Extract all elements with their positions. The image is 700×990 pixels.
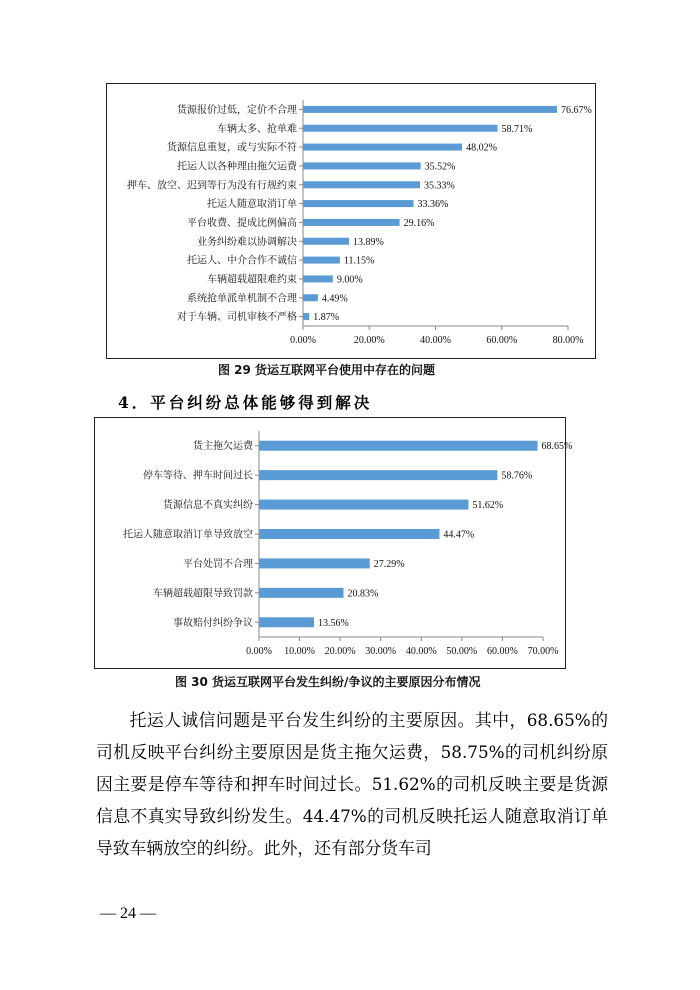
chart-disputes-bar — [259, 529, 439, 539]
chart-disputes-category-label: 货源信息不真实纠纷 — [163, 500, 253, 512]
chart-problems-value-label: 11.15% — [343, 255, 375, 267]
chart-problems-category-label: 平台收费、提成比例偏高 — [187, 217, 297, 229]
chart-problems-bar — [303, 257, 340, 264]
chart-disputes-bar — [259, 441, 538, 451]
chart-problems-category-label: 货源信息重复，或与实际不符 — [167, 142, 297, 154]
chart-disputes-x-tick-label: 20.00% — [324, 646, 356, 657]
chart-problems-value-label: 9.00% — [336, 274, 363, 286]
figure-30-caption: 图 30 货运互联网平台发生纠纷/争议的主要原因分布情况 — [175, 675, 481, 689]
chart-problems-value-label: 1.87% — [313, 312, 340, 324]
chart-disputes-x-tick-label: 60.00% — [487, 646, 518, 657]
chart-problems-value-label: 29.16% — [403, 217, 435, 229]
chart-problems-category-label: 托运人、中介合作不诚信 — [187, 255, 297, 267]
chart-problems-x-tick-label: 20.00% — [353, 335, 385, 346]
paragraph-text: 托运人诚信问题是平台发生纠纷的主要原因。其中，68.65%的司机反映平台纠纷主要原因是货主拖欠运费，58.75%的司机纠纷原因主要是停车等待和押车时间过长。51.62%的司机反映主要是货源信息不真实导致纠纷发生。44.47%的司机反映托运人随意取消订单导致车辆放空的纠纷。此外，还有部分货车司 — [96, 710, 608, 858]
chart-problems — [107, 84, 595, 358]
chart-disputes-bar — [259, 470, 497, 480]
chart-problems-category-label: 车辆超载超限难约束 — [207, 274, 297, 286]
chart-problems-value-label: 76.67% — [560, 104, 592, 116]
chart-problems-value-label: 58.71% — [501, 123, 533, 135]
chart-disputes-x-tick-label: 30.00% — [365, 646, 397, 657]
chart-disputes-value-label: 20.83% — [347, 588, 379, 600]
chart-disputes-value-label: 51.62% — [472, 500, 504, 512]
chart-disputes-category-label: 托运人随意取消订单导致放空 — [123, 529, 253, 541]
chart-problems-category-label: 对于车辆、司机审核不严格 — [177, 312, 297, 324]
chart-disputes-frame — [94, 417, 573, 669]
chart-problems-category-label: 押车、放空、迟到等行为没有行规约束 — [127, 180, 297, 192]
chart-problems-bar — [303, 125, 497, 132]
chart-problems-bar — [303, 106, 557, 113]
chart-problems-category-label: 货源报价过低，定价不合理 — [177, 104, 297, 116]
chart-problems-value-label: 33.36% — [417, 199, 449, 211]
chart-problems-frame — [106, 83, 596, 359]
body-paragraph — [96, 704, 608, 864]
chart-problems-bar — [303, 294, 318, 301]
chart-problems-bar — [303, 144, 462, 151]
page-number: — 24 — — [100, 905, 156, 922]
chart-problems-bar — [303, 238, 349, 245]
chart-disputes-x-tick-label: 50.00% — [446, 646, 478, 657]
chart-problems-bar — [303, 181, 420, 188]
chart-disputes-bar — [259, 617, 314, 627]
chart-disputes-category-label: 货主拖欠运费 — [193, 441, 253, 453]
chart-problems-x-tick-label: 80.00% — [552, 335, 584, 346]
chart-problems-bar — [303, 313, 309, 320]
chart-problems-category-label: 托运人以各种理由拖欠运费 — [177, 161, 297, 173]
chart-problems-value-label: 35.52% — [424, 161, 456, 173]
chart-disputes-x-tick-label: 40.00% — [405, 646, 437, 657]
chart-problems-category-label: 系统抢单派单机制不合理 — [187, 293, 297, 305]
chart-problems-category-label: 托运人随意取消订单 — [207, 199, 297, 211]
chart-problems-value-label: 35.33% — [424, 180, 455, 192]
chart-problems-value-label: 4.49% — [321, 293, 348, 305]
chart-disputes-value-label: 68.65% — [541, 441, 573, 453]
chart-problems-category-label: 业务纠纷难以协调解决 — [197, 236, 297, 248]
chart-problems-x-tick-label: 40.00% — [420, 335, 451, 346]
chart-disputes — [95, 418, 573, 668]
chart-disputes-category-label: 平台处罚不合理 — [183, 558, 253, 570]
figure-29-caption: 图 29 货运互联网平台使用中存在的问题 — [218, 363, 436, 377]
chart-problems-category-label: 车辆太多、抢单难 — [217, 123, 297, 135]
chart-problems-x-tick-label: 60.00% — [486, 335, 518, 346]
chart-problems-bar — [303, 162, 421, 169]
chart-problems-bar — [303, 200, 414, 207]
chart-problems-value-label: 13.89% — [353, 236, 384, 248]
chart-disputes-bar — [259, 500, 468, 510]
chart-problems-value-label: 48.02% — [466, 142, 497, 154]
chart-disputes-value-label: 27.29% — [373, 558, 405, 570]
chart-disputes-value-label: 58.76% — [501, 470, 533, 482]
section-heading: 4．平台纠纷总体能够得到解决 — [118, 393, 373, 412]
chart-problems-bar — [303, 275, 333, 282]
chart-disputes-bar — [259, 588, 344, 598]
chart-disputes-x-tick-label: 0.00% — [246, 646, 272, 657]
chart-disputes-category-label: 车辆超载超限导致罚款 — [153, 588, 253, 600]
chart-disputes-x-tick-label: 10.00% — [284, 646, 315, 657]
chart-disputes-value-label: 44.47% — [443, 529, 475, 541]
chart-problems-bar — [303, 219, 400, 226]
chart-problems-x-tick-label: 0.00% — [290, 335, 316, 346]
chart-disputes-bar — [259, 558, 370, 568]
chart-disputes-value-label: 13.56% — [318, 617, 349, 629]
chart-disputes-category-label: 停车等待、押车时间过长 — [143, 470, 253, 482]
chart-disputes-x-tick-label: 70.00% — [527, 646, 559, 657]
chart-disputes-category-label: 事故赔付纠纷争议 — [173, 617, 253, 629]
